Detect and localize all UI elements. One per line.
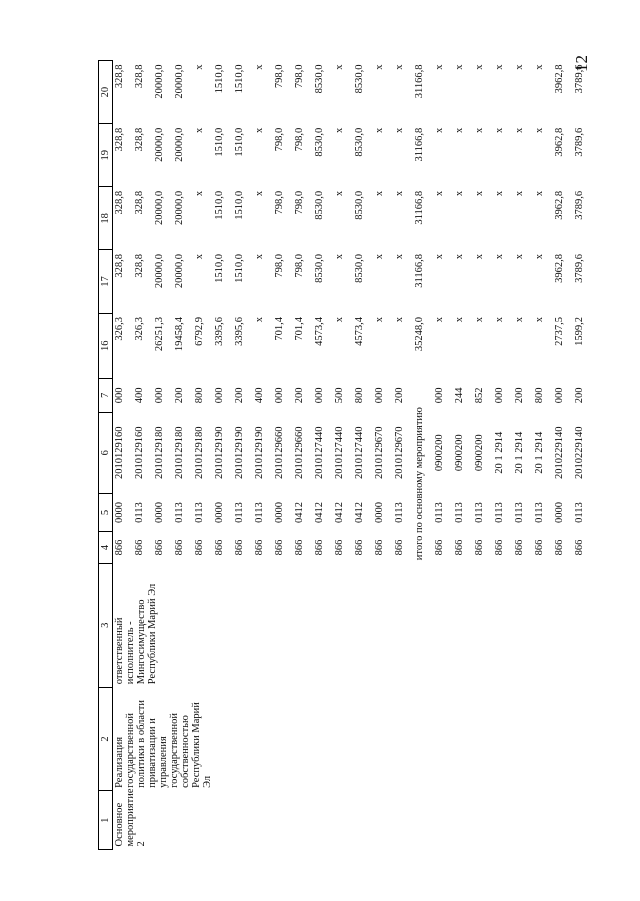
value-col20: 1510,0 xyxy=(234,64,245,94)
expense-type-code: 400 xyxy=(254,387,265,404)
expense-type-code: 244 xyxy=(454,387,465,404)
value-col16: 2737,5 xyxy=(554,317,565,346)
target-code: 2010127440 xyxy=(354,426,365,480)
value-col19: 8530,0 xyxy=(354,127,365,157)
value-col20: 20000,0 xyxy=(174,64,185,99)
value-col20: 3789,6 xyxy=(574,64,585,94)
value-col18: x xyxy=(474,190,485,197)
value-col20: 1510,0 xyxy=(214,64,225,94)
value-col17: x xyxy=(454,253,465,260)
column-header: 4 xyxy=(99,532,113,564)
column-header: 5 xyxy=(99,493,113,531)
value-col17: 1510,0 xyxy=(234,253,245,283)
value-col17: 8530,0 xyxy=(314,253,325,283)
section-code: 0412 xyxy=(294,502,305,524)
value-col19: x xyxy=(474,127,485,133)
value-col20: 8530,0 xyxy=(314,64,325,94)
target-code: 2010127440 xyxy=(334,426,345,480)
section-code: 0113 xyxy=(454,502,465,523)
target-code: 20 1 2914 xyxy=(514,431,525,474)
section-code: 0000 xyxy=(554,502,565,524)
value-col17: 798,0 xyxy=(294,253,305,278)
value-col18: 20000,0 xyxy=(174,190,185,225)
value-col19: x xyxy=(374,127,385,133)
expense-type-code: 400 xyxy=(134,387,145,404)
value-col17: 1510,0 xyxy=(214,253,225,283)
total-value: 35248,0 xyxy=(414,317,425,352)
value-col18: 328,8 xyxy=(134,190,145,215)
expense-type-code: 000 xyxy=(314,387,325,404)
budget-table xyxy=(98,60,593,850)
expense-type-code: 000 xyxy=(154,387,165,404)
grbs-code: 866 xyxy=(554,539,565,556)
target-code: 2010129670 xyxy=(374,426,385,480)
value-col18: x xyxy=(454,190,465,197)
section-code: 0113 xyxy=(534,502,545,523)
value-col17: 8530,0 xyxy=(354,253,365,283)
value-col20: x xyxy=(514,64,525,70)
expense-type-code: 200 xyxy=(174,387,185,404)
value-col16: x xyxy=(254,317,265,323)
value-col19: 798,0 xyxy=(274,127,285,152)
header-row xyxy=(99,61,113,850)
value-col16: 326,3 xyxy=(134,317,145,341)
value-col17: x xyxy=(374,253,385,260)
event-name: Основное мероприятие 2 xyxy=(114,788,147,847)
grbs-code: 866 xyxy=(314,539,325,556)
target-code: 2010129670 xyxy=(394,426,405,480)
total-value: 31166,8 xyxy=(414,127,425,162)
value-col18: x xyxy=(534,190,545,197)
value-col18: x xyxy=(334,190,345,197)
value-col17: x xyxy=(494,253,505,260)
grbs-code: 866 xyxy=(234,539,245,556)
section-code: 0113 xyxy=(394,502,405,523)
value-col16: 1599,2 xyxy=(574,317,585,346)
value-col19: x xyxy=(434,127,445,133)
value-col18: 8530,0 xyxy=(354,190,365,220)
value-col19: 1510,0 xyxy=(214,127,225,157)
expense-type-code: 500 xyxy=(334,387,345,404)
value-col16: x xyxy=(374,317,385,323)
value-col20: 798,0 xyxy=(294,64,305,89)
section-code: 0113 xyxy=(194,502,205,523)
value-col19: 328,8 xyxy=(134,127,145,152)
value-col19: 8530,0 xyxy=(314,127,325,157)
total-value: 31166,8 xyxy=(414,253,425,288)
expense-type-code: 000 xyxy=(114,387,125,404)
grbs-code: 866 xyxy=(354,539,365,556)
section-code: 0412 xyxy=(314,502,325,524)
value-col17: x xyxy=(334,253,345,260)
value-col18: 798,0 xyxy=(294,190,305,215)
value-col17: x xyxy=(434,253,445,260)
column-header: 17 xyxy=(99,250,113,313)
expense-type-code: 200 xyxy=(394,387,405,404)
value-col19: x xyxy=(394,127,405,133)
event-description: Реализация государственной политики в области приватизации и управления государственной собственностью Республики Марий Эл xyxy=(114,700,213,788)
section-code: 0113 xyxy=(574,502,585,523)
grbs-code: 866 xyxy=(494,539,505,556)
value-col16: x xyxy=(494,317,505,323)
column-header: 19 xyxy=(99,124,113,187)
value-col18: x xyxy=(254,190,265,197)
value-col20: 3962,8 xyxy=(554,64,565,94)
value-col16: 19458,4 xyxy=(174,317,185,352)
column-header: 3 xyxy=(99,563,113,687)
target-code: 2010129190 xyxy=(254,426,265,480)
section-code: 0113 xyxy=(494,502,505,523)
value-col17: 328,8 xyxy=(114,253,125,278)
value-col16: x xyxy=(454,317,465,323)
value-col16: x xyxy=(394,317,405,323)
grbs-code: 866 xyxy=(474,539,485,556)
value-col17: x xyxy=(394,253,405,260)
value-col16: 26251,3 xyxy=(154,317,165,352)
target-code: 2010129190 xyxy=(214,426,225,480)
target-code: 2010129160 xyxy=(134,426,145,480)
target-code: 2010129190 xyxy=(234,426,245,480)
value-col18: 3962,8 xyxy=(554,190,565,220)
value-col16: 3395,6 xyxy=(234,317,245,346)
value-col19: x xyxy=(514,127,525,133)
grbs-code: 866 xyxy=(114,539,125,556)
section-code: 0000 xyxy=(154,502,165,524)
value-col19: x xyxy=(494,127,505,133)
value-col16: x xyxy=(474,317,485,323)
total-value: 31166,8 xyxy=(414,190,425,225)
expense-type-code: 800 xyxy=(354,387,365,404)
value-col20: x xyxy=(534,64,545,70)
value-col17: x xyxy=(514,253,525,260)
column-header: 2 xyxy=(99,687,113,791)
value-col18: 1510,0 xyxy=(234,190,245,220)
value-col18: x xyxy=(194,190,205,197)
value-col18: x xyxy=(394,190,405,197)
grbs-code: 866 xyxy=(294,539,305,556)
value-col18: 8530,0 xyxy=(314,190,325,220)
section-code: 0113 xyxy=(254,502,265,523)
value-col16: 3395,6 xyxy=(214,317,225,346)
value-col19: 1510,0 xyxy=(234,127,245,157)
value-col16: 6792,9 xyxy=(194,317,205,346)
target-code: 2010127440 xyxy=(314,426,325,480)
expense-type-code: 000 xyxy=(374,387,385,404)
column-header: 6 xyxy=(99,412,113,493)
expense-type-code: 000 xyxy=(554,387,565,404)
value-col19: x xyxy=(194,127,205,133)
expense-type-code: 000 xyxy=(434,387,445,404)
target-code: 2010229140 xyxy=(554,426,565,480)
value-col16: x xyxy=(534,317,545,323)
grbs-code: 866 xyxy=(514,539,525,556)
value-col18: 3789,6 xyxy=(574,190,585,220)
value-col17: 328,8 xyxy=(134,253,145,278)
value-col19: 3789,6 xyxy=(574,127,585,157)
value-col20: 328,8 xyxy=(114,64,125,89)
target-code: 20 1 2914 xyxy=(494,431,505,474)
value-col18: x xyxy=(434,190,445,197)
grbs-code: 866 xyxy=(154,539,165,556)
value-col20: x xyxy=(194,64,205,70)
value-col19: x xyxy=(334,127,345,133)
target-code: 0900200 xyxy=(454,434,465,472)
grbs-code: 866 xyxy=(194,539,205,556)
column-header: 20 xyxy=(99,61,113,124)
grbs-code: 866 xyxy=(434,539,445,556)
table-body xyxy=(113,61,594,850)
value-col18: x xyxy=(514,190,525,197)
expense-type-code: 852 xyxy=(474,387,485,404)
target-code: 0900200 xyxy=(434,434,445,472)
grbs-code: 866 xyxy=(394,539,405,556)
value-col20: 798,0 xyxy=(274,64,285,89)
target-code: 2010129180 xyxy=(154,426,165,480)
section-code: 0000 xyxy=(374,502,385,524)
value-col19: x xyxy=(454,127,465,133)
value-col19: 328,8 xyxy=(114,127,125,152)
section-code: 0113 xyxy=(514,502,525,523)
value-col20: x xyxy=(434,64,445,70)
column-header: 7 xyxy=(99,378,113,412)
expense-type-code: 200 xyxy=(514,387,525,404)
value-col19: x xyxy=(254,127,265,133)
section-code: 0113 xyxy=(474,502,485,523)
target-code: 2010129660 xyxy=(294,426,305,480)
expense-type-code: 000 xyxy=(274,387,285,404)
value-col16: 701,4 xyxy=(274,317,285,341)
value-col20: x xyxy=(334,64,345,70)
value-col18: x xyxy=(374,190,385,197)
grbs-code: 866 xyxy=(374,539,385,556)
target-code: 2010129180 xyxy=(194,426,205,480)
expense-type-code: 800 xyxy=(534,387,545,404)
section-code: 0412 xyxy=(354,502,365,524)
expense-type-code: 800 xyxy=(194,387,205,404)
grbs-code: 866 xyxy=(214,539,225,556)
column-header: 16 xyxy=(99,313,113,378)
value-col20: x xyxy=(254,64,265,70)
responsible-executor: ответственный исполнитель - Мингосимущество Республики Марий Эл xyxy=(114,583,158,685)
section-code: 0412 xyxy=(334,502,345,524)
grbs-code: 866 xyxy=(254,539,265,556)
section-code: 0000 xyxy=(214,502,225,524)
value-col16: 4573,4 xyxy=(314,317,325,346)
value-col20: x xyxy=(374,64,385,70)
value-col20: 8530,0 xyxy=(354,64,365,94)
expense-type-code: 000 xyxy=(494,387,505,404)
target-code: 20 1 2914 xyxy=(534,431,545,474)
section-code: 0000 xyxy=(114,502,125,524)
grbs-code: 866 xyxy=(454,539,465,556)
value-col18: 798,0 xyxy=(274,190,285,215)
grbs-code: 866 xyxy=(334,539,345,556)
target-code: 2010129660 xyxy=(274,426,285,480)
value-col16: x xyxy=(434,317,445,323)
column-header: 18 xyxy=(99,187,113,250)
value-col17: x xyxy=(474,253,485,260)
section-code: 0113 xyxy=(134,502,145,523)
target-code: 0900200 xyxy=(474,434,485,472)
value-col18: x xyxy=(494,190,505,197)
value-col19: x xyxy=(534,127,545,133)
value-col20: 328,8 xyxy=(134,64,145,89)
value-col17: 3789,6 xyxy=(574,253,585,283)
value-col20: x xyxy=(454,64,465,70)
target-code: 2010129160 xyxy=(114,426,125,480)
value-col16: x xyxy=(334,317,345,323)
value-col19: 3962,8 xyxy=(554,127,565,157)
value-col20: x xyxy=(474,64,485,70)
value-col18: 1510,0 xyxy=(214,190,225,220)
table-row xyxy=(113,61,134,850)
value-col16: x xyxy=(514,317,525,323)
section-code: 0113 xyxy=(234,502,245,523)
value-col16: 4573,4 xyxy=(354,317,365,346)
rotated-table-container xyxy=(98,50,618,850)
grbs-code: 866 xyxy=(274,539,285,556)
grbs-code: 866 xyxy=(574,539,585,556)
total-value: 31166,8 xyxy=(414,64,425,99)
column-header: 1 xyxy=(99,791,113,850)
grbs-code: 866 xyxy=(134,539,145,556)
grbs-code: 866 xyxy=(174,539,185,556)
value-col17: 20000,0 xyxy=(154,253,165,289)
expense-type-code: 000 xyxy=(214,387,225,404)
page-number: 12 xyxy=(572,55,591,72)
value-col17: 3962,8 xyxy=(554,253,565,283)
target-code: 2010129180 xyxy=(174,426,185,480)
value-col19: 20000,0 xyxy=(174,127,185,162)
value-col17: x xyxy=(194,253,205,260)
section-code: 0000 xyxy=(274,502,285,524)
section-code: 0113 xyxy=(174,502,185,523)
value-col17: x xyxy=(254,253,265,260)
value-col19: 20000,0 xyxy=(154,127,165,162)
value-col17: 798,0 xyxy=(274,253,285,278)
expense-type-code: 200 xyxy=(234,387,245,404)
value-col20: x xyxy=(494,64,505,70)
section-code: 0113 xyxy=(434,502,445,523)
value-col16: 701,4 xyxy=(294,317,305,341)
value-col19: 798,0 xyxy=(294,127,305,152)
expense-type-code: 200 xyxy=(294,387,305,404)
value-col20: x xyxy=(394,64,405,70)
target-code: 2010229140 xyxy=(574,426,585,480)
grbs-code: 866 xyxy=(534,539,545,556)
total-label: итого по основному мероприятию xyxy=(414,407,425,561)
value-col17: x xyxy=(534,253,545,260)
value-col18: 20000,0 xyxy=(154,190,165,225)
value-col20: 20000,0 xyxy=(154,64,165,99)
value-col18: 328,8 xyxy=(114,190,125,215)
expense-type-code: 200 xyxy=(574,387,585,404)
value-col17: 20000,0 xyxy=(174,253,185,289)
value-col16: 326,3 xyxy=(114,317,125,341)
